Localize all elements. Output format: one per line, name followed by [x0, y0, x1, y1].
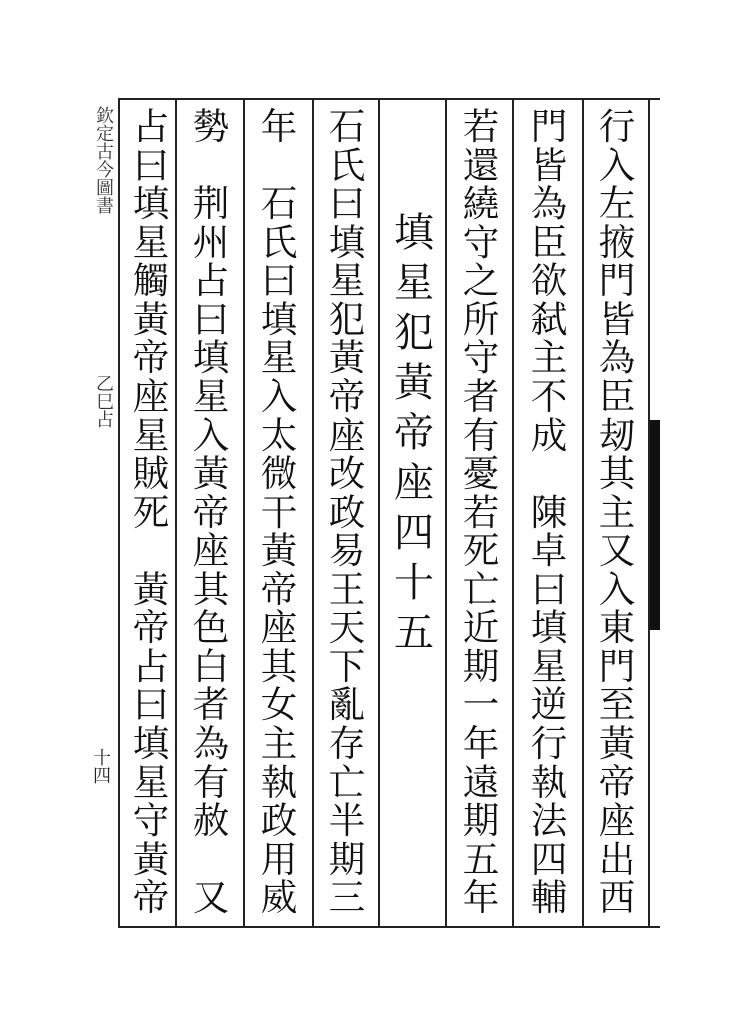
text-segment — [125, 567, 177, 920]
character: 年 — [462, 722, 500, 765]
character: 占 — [132, 105, 170, 148]
character: 皆 — [598, 297, 636, 341]
character: 年 — [260, 105, 298, 148]
character: 者 — [192, 683, 230, 727]
bottom-border — [120, 926, 660, 928]
character: 又 — [192, 876, 230, 920]
character: 西 — [598, 876, 636, 920]
character: 帝 — [328, 374, 366, 418]
character: 五 — [462, 837, 500, 881]
text-column-7 — [182, 105, 240, 920]
character: 座 — [328, 413, 366, 457]
text-segment — [253, 105, 305, 148]
character: 星 — [394, 260, 434, 306]
character: 所 — [462, 297, 500, 341]
character: 太 — [260, 413, 298, 457]
character: 用 — [260, 837, 298, 881]
character: 勢 — [192, 105, 230, 148]
character: 改 — [328, 452, 366, 496]
character: 死 — [462, 529, 500, 573]
character: 有 — [192, 760, 230, 804]
character: 輔 — [530, 876, 568, 920]
character: 曰 — [132, 143, 170, 187]
character: 入 — [260, 374, 298, 418]
character: 星 — [192, 374, 230, 418]
character: 執 — [530, 760, 568, 804]
character: 逆 — [530, 683, 568, 727]
character: 亡 — [462, 567, 500, 611]
character: 臣 — [598, 374, 636, 418]
character: 成 — [530, 413, 568, 457]
character: 天 — [328, 606, 366, 650]
character: 為 — [192, 722, 230, 765]
character: 座 — [192, 529, 230, 573]
character: 入 — [192, 413, 230, 457]
character: 門 — [530, 105, 568, 148]
character: 賊 — [132, 452, 170, 496]
text-column-8 — [122, 105, 180, 920]
character: 填 — [530, 606, 568, 650]
text-segment — [455, 105, 507, 920]
character: 女 — [260, 683, 298, 727]
character: 黃 — [132, 567, 170, 611]
character: 刼 — [598, 413, 636, 457]
character: 繞 — [462, 182, 500, 226]
character: 死 — [132, 490, 170, 534]
text-segment — [523, 105, 575, 457]
character: 若 — [462, 105, 500, 148]
character: 存 — [328, 722, 366, 765]
character: 荆 — [192, 182, 230, 226]
character: 入 — [598, 567, 636, 611]
character: 欲 — [530, 259, 568, 303]
character: 犯 — [394, 310, 434, 356]
character: 門 — [598, 259, 636, 303]
character: 守 — [462, 336, 500, 380]
character: 下 — [328, 644, 366, 688]
character: 星 — [132, 413, 170, 457]
character: 星 — [530, 644, 568, 688]
character: 期 — [328, 837, 366, 881]
character: 星 — [132, 760, 170, 804]
column-divider — [512, 98, 514, 928]
character: 為 — [598, 336, 636, 380]
character: 座 — [132, 374, 170, 418]
character: 曰 — [530, 567, 568, 611]
text-segment — [125, 105, 177, 534]
character: 四 — [394, 510, 434, 556]
character: 期 — [462, 799, 500, 843]
character: 一 — [462, 683, 500, 727]
character: 黃 — [394, 360, 434, 406]
character: 易 — [328, 529, 366, 573]
character: 觸 — [132, 259, 170, 303]
character: 半 — [328, 799, 366, 843]
text-column-6 — [250, 105, 308, 920]
character: 白 — [192, 644, 230, 688]
text-segment — [321, 105, 373, 920]
character: 曰 — [132, 683, 170, 727]
character: 陳 — [530, 490, 568, 534]
character: 帝 — [132, 606, 170, 650]
character: 曰 — [192, 297, 230, 341]
character: 干 — [260, 490, 298, 534]
character: 有 — [462, 413, 500, 457]
character: 不 — [530, 374, 568, 418]
character: 王 — [328, 567, 366, 611]
character: 氏 — [260, 220, 298, 264]
character: 弑 — [530, 297, 568, 341]
character: 政 — [328, 490, 366, 534]
character: 座 — [260, 606, 298, 650]
character: 三 — [328, 876, 366, 920]
character: 帝 — [132, 336, 170, 380]
character: 東 — [598, 606, 636, 650]
character: 亂 — [328, 683, 366, 727]
character: 填 — [328, 220, 366, 264]
character: 若 — [462, 490, 500, 534]
character: 填 — [260, 297, 298, 341]
column-divider — [378, 98, 380, 928]
character: 亡 — [328, 760, 366, 804]
character: 石 — [260, 182, 298, 226]
character: 州 — [192, 220, 230, 264]
text-column-4 — [385, 208, 443, 658]
character: 座 — [394, 460, 434, 506]
section-title: 乙巳占 — [93, 374, 114, 428]
top-border — [120, 98, 660, 100]
book-title: 欽定古今圖書 — [93, 106, 114, 214]
character: 執 — [260, 760, 298, 804]
character: 臣 — [530, 220, 568, 264]
character: 門 — [598, 644, 636, 688]
character: 曰 — [328, 182, 366, 226]
text-column-3 — [452, 105, 510, 920]
character: 填 — [132, 722, 170, 765]
edge-tab-mark — [650, 420, 660, 630]
character: 政 — [260, 799, 298, 843]
text-segment — [591, 105, 643, 920]
character: 微 — [260, 452, 298, 496]
character: 星 — [132, 220, 170, 264]
character: 星 — [260, 336, 298, 380]
character: 石 — [328, 105, 366, 148]
character: 左 — [598, 182, 636, 226]
character: 黃 — [260, 529, 298, 573]
character: 其 — [598, 452, 636, 496]
character: 占 — [192, 259, 230, 303]
section-title-vertical — [92, 374, 114, 428]
text-segment — [185, 876, 237, 920]
character: 帝 — [260, 567, 298, 611]
character: 守 — [132, 799, 170, 843]
text-segment — [253, 182, 305, 920]
character: 法 — [530, 799, 568, 843]
text-segment — [185, 182, 237, 843]
character: 帝 — [192, 490, 230, 534]
text-column-5 — [318, 105, 376, 920]
character: 填 — [394, 210, 434, 256]
column-divider — [445, 98, 447, 928]
character: 憂 — [462, 452, 500, 496]
character: 守 — [462, 220, 500, 264]
character: 年 — [462, 876, 500, 920]
character: 座 — [598, 799, 636, 843]
character: 帝 — [132, 876, 170, 920]
character: 色 — [192, 606, 230, 650]
character: 十 — [394, 560, 434, 606]
character: 為 — [530, 182, 568, 226]
page-number — [90, 748, 110, 784]
character: 黃 — [132, 297, 170, 341]
character: 四 — [530, 837, 568, 881]
character: 其 — [192, 567, 230, 611]
character: 黃 — [132, 837, 170, 881]
character: 者 — [462, 374, 500, 418]
character: 又 — [598, 529, 636, 573]
text-segment — [185, 105, 237, 148]
character: 主 — [598, 490, 636, 534]
character: 犯 — [328, 297, 366, 341]
character: 主 — [260, 722, 298, 765]
character: 掖 — [598, 220, 636, 264]
fore-edge-strip — [86, 96, 120, 936]
character: 占 — [132, 644, 170, 688]
character: 之 — [462, 259, 500, 303]
column-divider — [243, 98, 245, 928]
character: 帝 — [598, 760, 636, 804]
text-column-1 — [588, 105, 646, 920]
text-segment — [388, 208, 440, 658]
character: 威 — [260, 876, 298, 920]
character: 還 — [462, 143, 500, 187]
character: 行 — [530, 722, 568, 765]
character: 黃 — [328, 336, 366, 380]
column-divider — [312, 98, 314, 928]
character: 填 — [192, 336, 230, 380]
text-segment — [523, 490, 575, 920]
character: 其 — [260, 644, 298, 688]
character: 近 — [462, 606, 500, 650]
character: 曰 — [260, 259, 298, 303]
book-title-vertical — [92, 106, 114, 214]
character: 赦 — [192, 799, 230, 843]
character: 星 — [328, 259, 366, 303]
text-column-2 — [520, 105, 578, 920]
character: 期 — [462, 644, 500, 688]
character: 五 — [394, 610, 434, 656]
character: 主 — [530, 336, 568, 380]
column-divider — [582, 98, 584, 928]
character: 入 — [598, 143, 636, 187]
character: 帝 — [394, 410, 434, 456]
character: 行 — [598, 105, 636, 148]
character: 皆 — [530, 143, 568, 187]
character: 黃 — [598, 722, 636, 765]
character: 黃 — [192, 452, 230, 496]
character: 遠 — [462, 760, 500, 804]
page-number-text: 十四 — [90, 748, 111, 784]
character: 氏 — [328, 143, 366, 187]
character: 至 — [598, 683, 636, 727]
character: 出 — [598, 837, 636, 881]
character: 填 — [132, 182, 170, 226]
character: 卓 — [530, 529, 568, 573]
